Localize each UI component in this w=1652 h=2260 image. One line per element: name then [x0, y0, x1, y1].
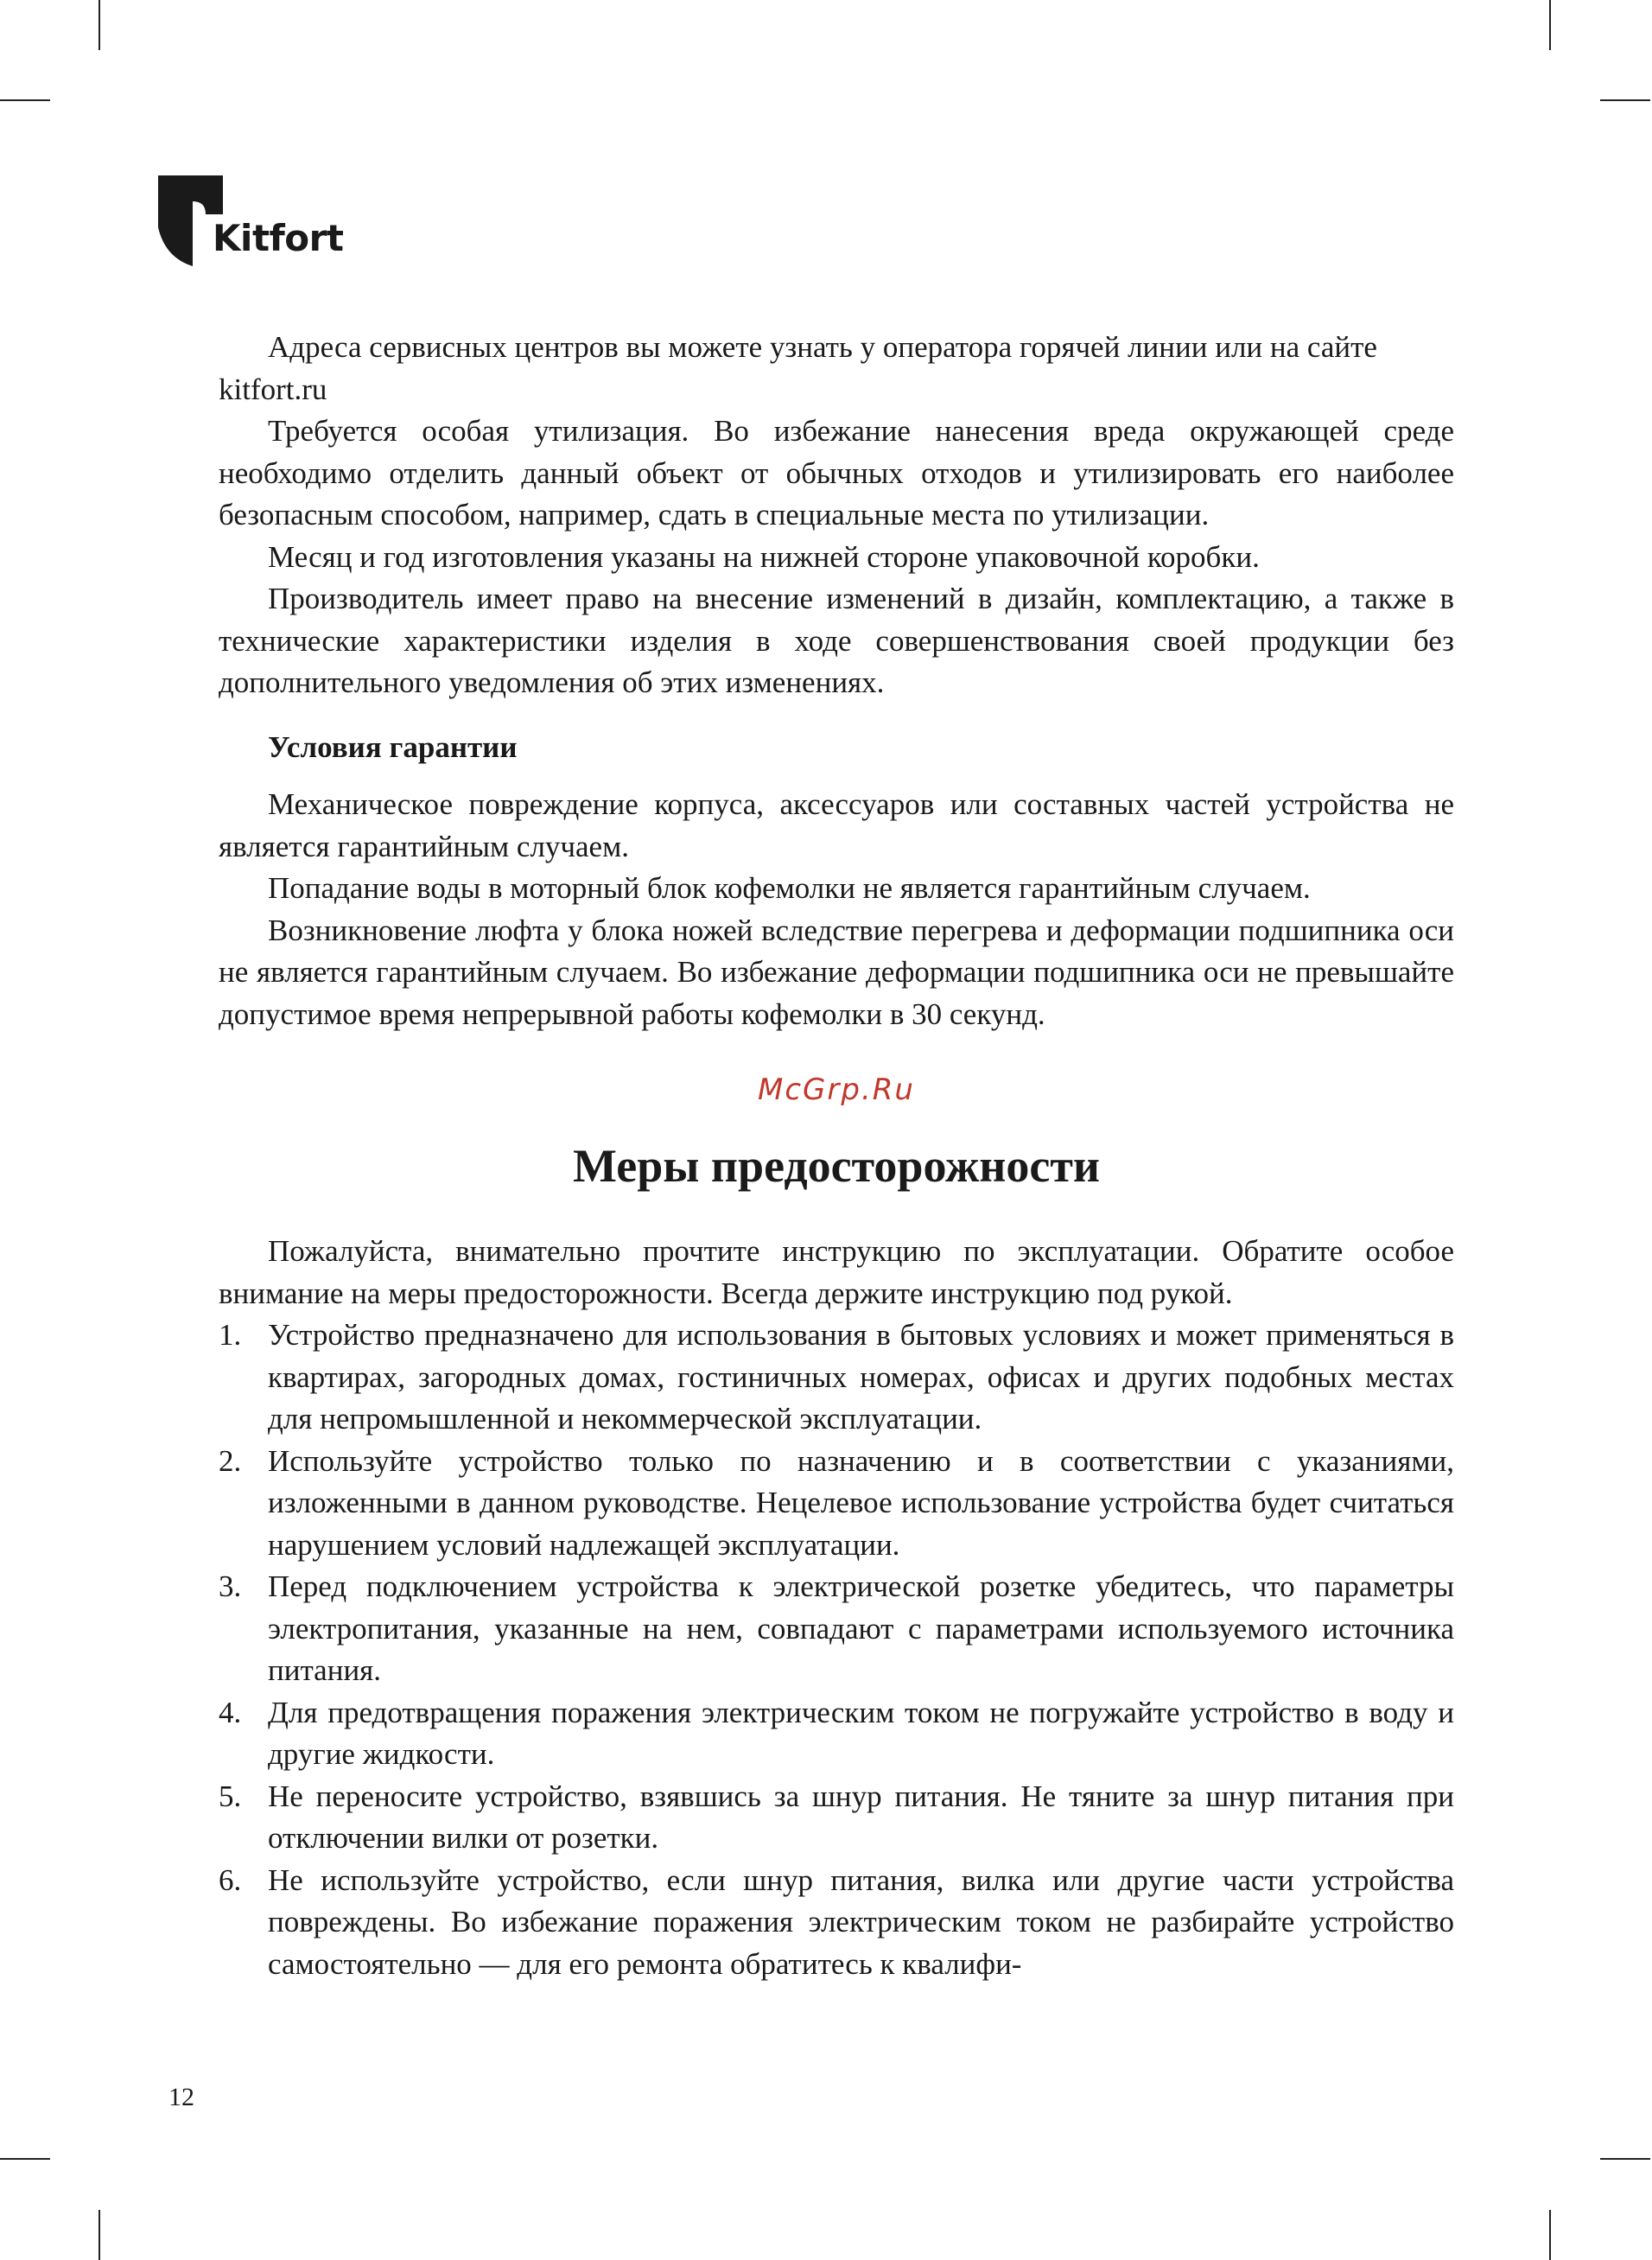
intro-paragraph: Производитель имеет право на внесение изменений в дизайн, комплектацию, а также в технические характеристики изделия в ходе совершенствования своей продукции без дополнительного уведомления об этих изменениях.	[219, 582, 1454, 699]
brand-logo	[158, 175, 357, 271]
crop-mark-top-right	[1549, 0, 1551, 50]
list-item	[219, 1860, 1454, 1986]
list-item-number: 1.	[219, 1318, 242, 1352]
brand-name: Kitfort	[213, 217, 344, 259]
section-title: Меры предосторожности	[573, 1140, 1100, 1192]
intro-paragraph: Месяц и год изготовления указаны на нижней стороне упаковочной коробки.	[268, 539, 1260, 574]
list-item-number: 6.	[219, 1862, 242, 1897]
crop-mark-bottom-left	[98, 2210, 100, 2260]
warranty-paragraph: Попадание воды в моторный блок кофемолки не является гарантийным случаем.	[268, 871, 1311, 905]
list-item	[219, 1776, 1454, 1860]
list-item-number: 3.	[219, 1569, 242, 1603]
warranty-paragraph: Механическое повреждение корпуса, аксессуаров или составных частей устройства не является гарантийным случаем.	[219, 787, 1454, 863]
warranty-paragraph: Возникновение люфта у блока ножей вследствие перегрева и деформации подшипника оси не является гарантийным случаем. Во избежание деформации подшипника оси не превышайте допустимое время непрерывной работы кофемолки в 30 секунд.	[219, 913, 1454, 1031]
page-number: 12	[168, 2083, 194, 2111]
list-item-number: 4.	[219, 1695, 242, 1729]
list-item-text: Используйте устройство только по назначению и в соответствии с указаниями, изложенными в данном руководстве. Нецелевое использование устройства будет считаться нарушением условий надлежащей эксплуатации.	[268, 1443, 1454, 1562]
list-item-text: Не переносите устройство, взявшись за шнур питания. Не тяните за шнур питания при отключении вилки от розетки.	[268, 1779, 1454, 1855]
crop-mark-bottom-right	[1549, 2210, 1551, 2260]
list-item	[219, 1315, 1454, 1441]
list-item-number: 5.	[219, 1779, 242, 1813]
list-item-text: Устройство предназначено для использования в бытовых условиях и может применяться в квартирах, загородных домах, гостиничных номерах, офисах и других подобных местах для непромышленной и некоммерческой эксплуатации.	[268, 1318, 1454, 1436]
warranty-heading: Условия гарантии	[268, 729, 518, 764]
precautions-intro: Пожалуйста, внимательно прочтите инструкцию по эксплуатации. Обратите особое внимание на меры предосторожности. Всегда держите инструкцию под рукой.	[219, 1234, 1454, 1310]
list-item-text: Не используйте устройство, если шнур питания, вилка или другие части устройства повреждены. Во избежание поражения электрическим током не разбирайте устройство самостоятельно — для его ремонта обратитесь к квалифи-	[268, 1862, 1454, 1981]
list-item-number: 2.	[219, 1443, 242, 1478]
list-item	[219, 1566, 1454, 1692]
intro-paragraph: Адреса сервисных центров вы можете узнать у оператора горячей линии или на сайте kitfort.ru	[219, 330, 1377, 406]
list-item-text: Для предотвращения поражения электрическим током не погружайте устройство в воду и другие жидкости.	[268, 1695, 1454, 1771]
list-item	[219, 1441, 1454, 1567]
page-content	[219, 327, 1454, 1985]
precautions-list	[219, 1315, 1454, 1985]
list-item	[219, 1692, 1454, 1776]
crop-mark-left-bottom	[0, 2158, 50, 2160]
crop-mark-right-top	[1600, 99, 1650, 101]
crop-mark-top-left	[98, 0, 100, 50]
watermark-text: McGrp.Ru	[758, 1073, 915, 1107]
intro-paragraph: Требуется особая утилизация. Во избежание нанесения вреда окружающей среде необходимо отделить данный объект от обычных отходов и утилизировать его наиболее безопасным способом, например, сдать в специальные места по утилизации.	[219, 414, 1454, 532]
list-item-text: Перед подключением устройства к электрической розетке убедитесь, что параметры электропитания, указанные на нем, совпадают с параметрами используемого источника питания.	[268, 1569, 1454, 1687]
crop-mark-left-top	[0, 99, 50, 101]
crop-mark-right-bottom	[1600, 2158, 1650, 2160]
